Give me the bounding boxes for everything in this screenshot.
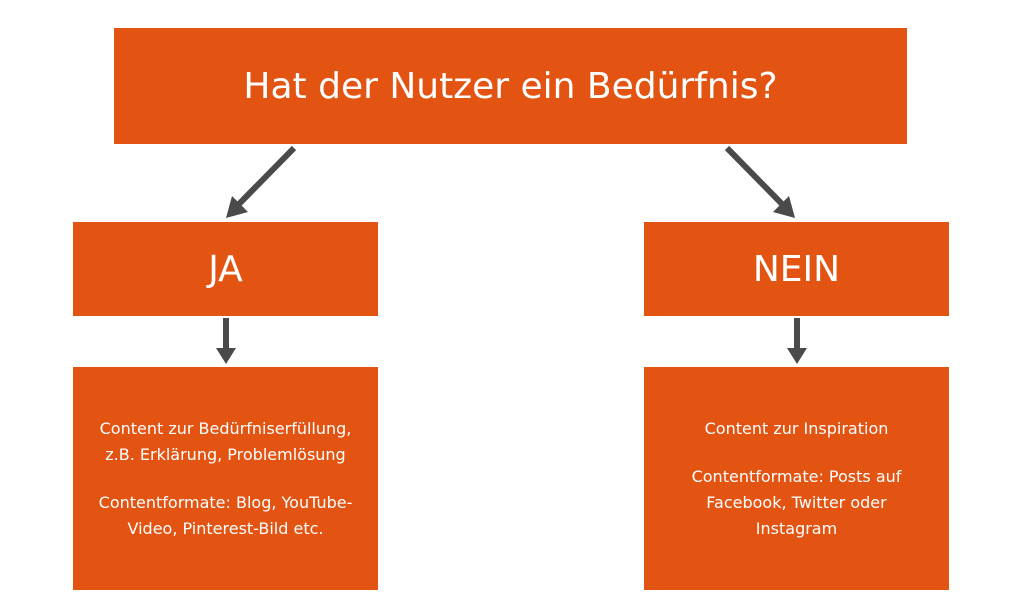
no-detail-formats: Contentformate: Posts auf Facebook, Twitter oder Instagram bbox=[691, 466, 902, 538]
no-label: NEIN bbox=[752, 248, 841, 290]
yes-box bbox=[73, 222, 378, 316]
question-text: Hat der Nutzer ein Bedürfnis? bbox=[243, 65, 778, 107]
no-detail-box bbox=[644, 367, 949, 590]
yes-label: JA bbox=[208, 248, 243, 290]
arrow-question-to-nein bbox=[727, 148, 795, 218]
no-box bbox=[644, 222, 949, 316]
arrow-nein-to-detail bbox=[787, 318, 807, 364]
yes-detail-box bbox=[73, 367, 378, 590]
question-box bbox=[114, 28, 907, 144]
arrow-question-to-ja bbox=[226, 148, 294, 218]
yes-detail-formats: Contentformate: Blog, YouTube- Video, Pinterest-Bild etc. bbox=[98, 492, 353, 538]
no-detail-purpose: Content zur Inspiration bbox=[704, 418, 889, 438]
yes-detail-purpose: Content zur Bedürfniserfüllung, z.B. Erklärung, Problemlösung bbox=[99, 418, 352, 464]
arrow-ja-to-detail bbox=[216, 318, 236, 364]
